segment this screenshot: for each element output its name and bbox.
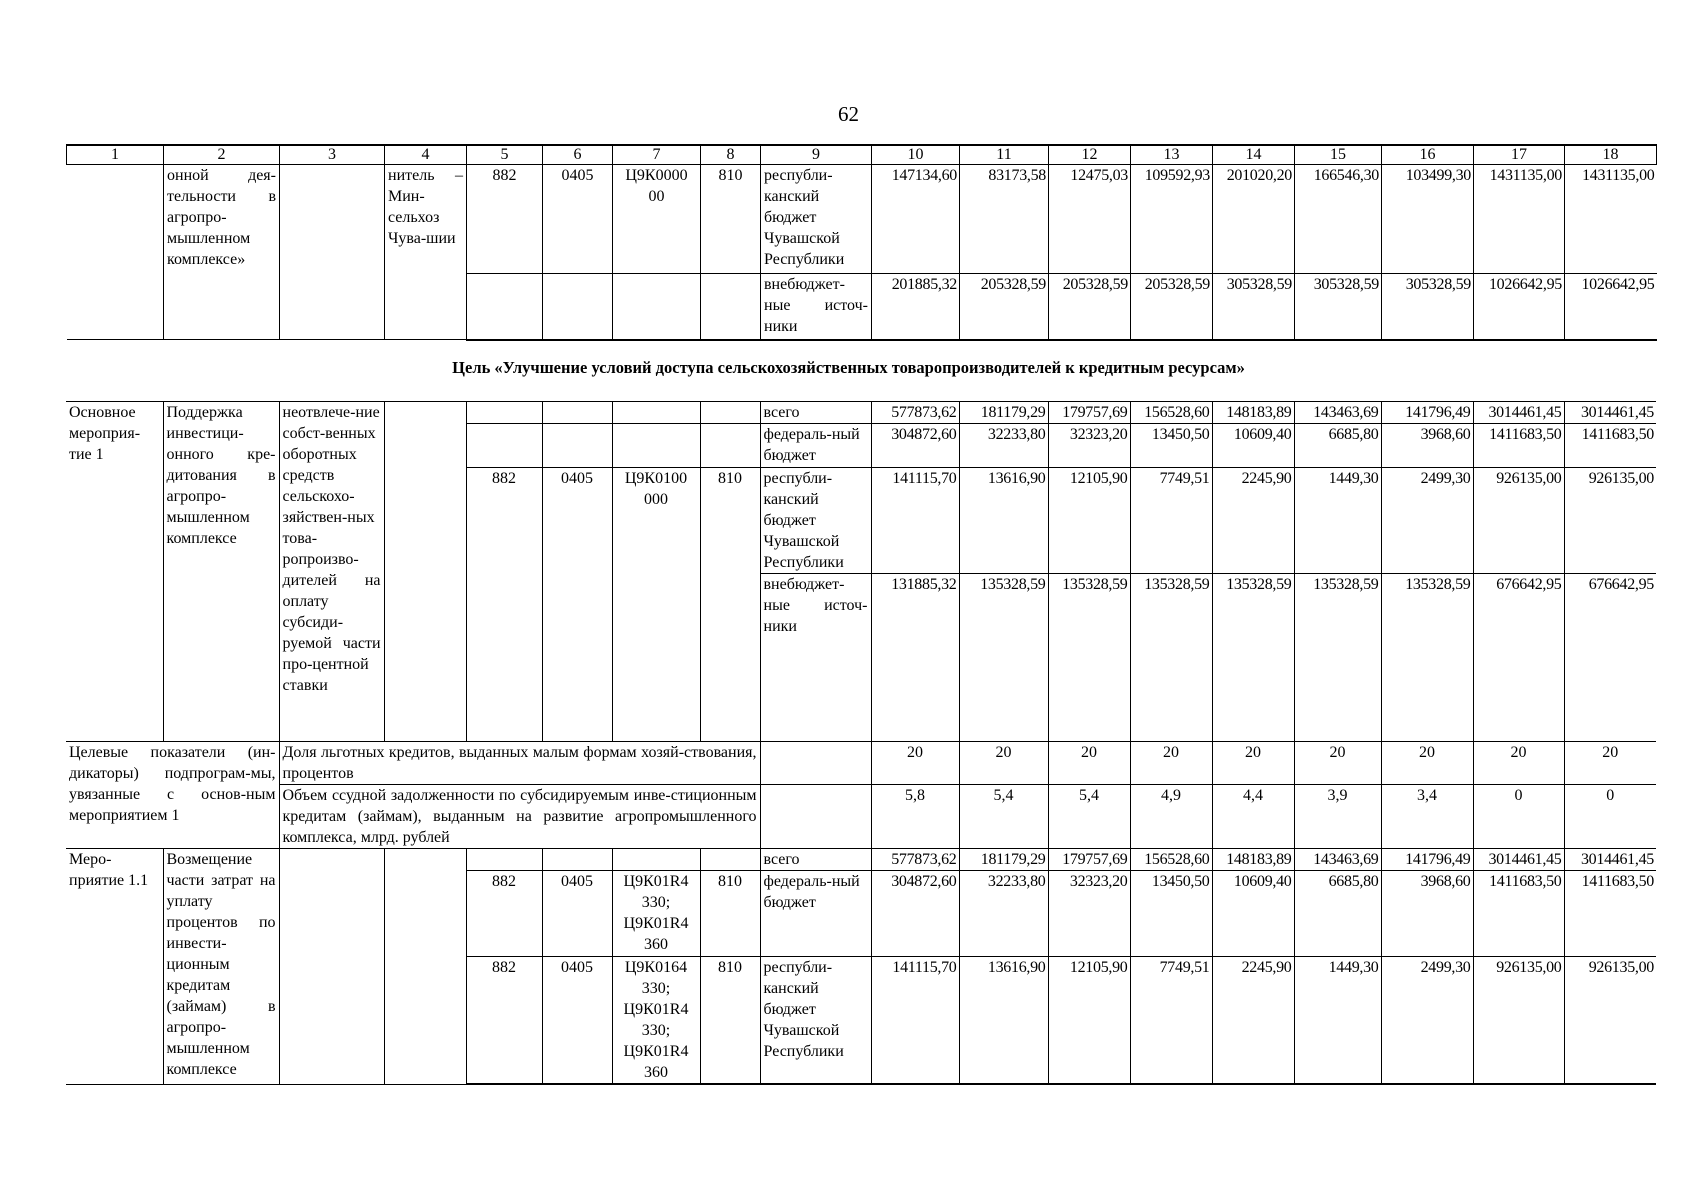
rz-cell: 0405 bbox=[542, 468, 612, 742]
budget-table-main bbox=[66, 401, 1656, 1085]
value-cell: 3968,60 bbox=[1381, 871, 1473, 957]
value-cell: 135328,59 bbox=[959, 574, 1048, 742]
column-number: 18 bbox=[1565, 145, 1657, 165]
value-cell: 205328,59 bbox=[1049, 274, 1131, 340]
value-cell: 13450,50 bbox=[1130, 871, 1212, 957]
column-number: 12 bbox=[1049, 145, 1131, 165]
table-row bbox=[66, 402, 1656, 424]
value-cell: 3014461,45 bbox=[1564, 849, 1656, 871]
event-name-cell: онной дея-тельности в агропро-мышленном комплексе» bbox=[164, 165, 280, 340]
grbs-cell: 882 bbox=[466, 468, 542, 742]
grbs-cell bbox=[466, 849, 542, 871]
indicator-value-cell: 3,9 bbox=[1294, 785, 1381, 849]
budget-table-continuation bbox=[66, 144, 1657, 341]
csr-cell: Ц9К0164 330; Ц9К01R4 330; Ц9К01R4 360 bbox=[612, 957, 700, 1085]
value-cell: 6685,80 bbox=[1294, 424, 1381, 468]
value-cell: 3014461,45 bbox=[1473, 402, 1564, 424]
value-cell: 676642,95 bbox=[1564, 574, 1656, 742]
rz-cell: 0405 bbox=[542, 957, 612, 1085]
rz-cell bbox=[542, 424, 612, 468]
executor-cell bbox=[384, 849, 466, 1085]
indicator-value-cell: 5,8 bbox=[871, 785, 959, 849]
column-number-row bbox=[67, 145, 1657, 165]
table-row bbox=[66, 849, 1656, 871]
status-cell: Основное мероприя-тие 1 bbox=[66, 402, 163, 742]
csr-cell: Ц9К0100 000 bbox=[612, 468, 700, 742]
value-cell: 156528,60 bbox=[1130, 849, 1212, 871]
value-cell: 577873,62 bbox=[871, 402, 959, 424]
indicator-value-cell: 5,4 bbox=[959, 785, 1048, 849]
source-cell bbox=[760, 785, 871, 849]
vr-cell: 810 bbox=[700, 468, 760, 742]
status-cell: Меро-приятие 1.1 bbox=[66, 849, 163, 1085]
value-cell: 1449,30 bbox=[1294, 957, 1381, 1085]
source-cell: всего bbox=[760, 849, 871, 871]
vr-cell: 810 bbox=[701, 165, 761, 274]
value-cell: 1026642,95 bbox=[1474, 274, 1565, 340]
grbs-cell bbox=[467, 274, 543, 340]
value-cell: 926135,00 bbox=[1473, 468, 1564, 574]
column-number: 5 bbox=[467, 145, 543, 165]
value-cell: 135328,59 bbox=[1381, 574, 1473, 742]
csr-cell: Ц9К01R4 330; Ц9К01R4 360 bbox=[612, 871, 700, 957]
vr-cell bbox=[700, 849, 760, 871]
source-cell: федераль-ный бюджет bbox=[760, 424, 871, 468]
value-cell: 141115,70 bbox=[871, 468, 959, 574]
indicator-row bbox=[66, 742, 1656, 785]
value-cell: 13616,90 bbox=[959, 468, 1048, 574]
value-cell: 304872,60 bbox=[871, 424, 959, 468]
value-cell: 1411683,50 bbox=[1473, 871, 1564, 957]
value-cell: 32233,80 bbox=[959, 871, 1048, 957]
source-cell: республи-канский бюджет Чувашской Республики bbox=[760, 957, 871, 1085]
value-cell: 7749,51 bbox=[1130, 957, 1212, 1085]
value-cell: 201885,32 bbox=[872, 274, 960, 340]
source-cell: республи-канский бюджет Чувашской Республики bbox=[761, 165, 872, 274]
column-number: 6 bbox=[543, 145, 613, 165]
csr-cell bbox=[612, 402, 700, 424]
indicator-value-cell: 20 bbox=[1212, 742, 1294, 785]
value-cell: 143463,69 bbox=[1294, 849, 1381, 871]
value-cell: 3014461,45 bbox=[1473, 849, 1564, 871]
value-cell: 10609,40 bbox=[1212, 424, 1294, 468]
value-cell: 926135,00 bbox=[1473, 957, 1564, 1085]
vr-cell bbox=[700, 424, 760, 468]
column-number: 13 bbox=[1131, 145, 1213, 165]
source-cell: федераль-ный бюджет bbox=[760, 871, 871, 957]
table-row bbox=[67, 165, 1657, 274]
value-cell: 205328,59 bbox=[1131, 274, 1213, 340]
value-cell: 1411683,50 bbox=[1564, 424, 1656, 468]
goal-cell bbox=[280, 165, 385, 340]
value-cell: 1431135,00 bbox=[1474, 165, 1565, 274]
column-number: 3 bbox=[280, 145, 385, 165]
indicator-value-cell: 20 bbox=[871, 742, 959, 785]
value-cell: 166546,30 bbox=[1295, 165, 1382, 274]
value-cell: 12475,03 bbox=[1049, 165, 1131, 274]
vr-cell bbox=[700, 402, 760, 424]
grbs-cell: 882 bbox=[467, 165, 543, 274]
rz-cell: 0405 bbox=[542, 871, 612, 957]
value-cell: 2245,90 bbox=[1212, 468, 1294, 574]
goal-cell: неотвлече-ние собст-венных оборотных средств сельскохо-зяйствен-ных това-ропроизво-дителей на оплату субсиди-руемой части про-центной ставки bbox=[279, 402, 384, 742]
value-cell: 135328,59 bbox=[1048, 574, 1130, 742]
value-cell: 32323,20 bbox=[1048, 424, 1130, 468]
csr-cell bbox=[613, 274, 701, 340]
value-cell: 304872,60 bbox=[871, 871, 959, 957]
indicator-value-cell: 20 bbox=[1564, 742, 1656, 785]
value-cell: 305328,59 bbox=[1213, 274, 1295, 340]
column-number: 2 bbox=[164, 145, 280, 165]
value-cell: 179757,69 bbox=[1048, 849, 1130, 871]
value-cell: 6685,80 bbox=[1294, 871, 1381, 957]
column-number: 8 bbox=[701, 145, 761, 165]
source-cell: внебюджет-ные источ-ники bbox=[760, 574, 871, 742]
value-cell: 179757,69 bbox=[1048, 402, 1130, 424]
grbs-cell bbox=[466, 424, 542, 468]
grbs-cell: 882 bbox=[466, 957, 542, 1085]
column-number: 17 bbox=[1474, 145, 1565, 165]
event-name-cell: Возмещение части затрат на уплату процентов по инвести-ционным кредитам (займам) в агропро-мышленном комплексе bbox=[163, 849, 279, 1085]
column-number: 16 bbox=[1382, 145, 1474, 165]
value-cell: 181179,29 bbox=[959, 849, 1048, 871]
value-cell: 676642,95 bbox=[1473, 574, 1564, 742]
executor-cell: нитель – Мин-сельхоз Чува-шии bbox=[385, 165, 467, 340]
value-cell: 143463,69 bbox=[1294, 402, 1381, 424]
indicator-value-cell: 20 bbox=[1473, 742, 1564, 785]
indicator-value-cell: 3,4 bbox=[1381, 785, 1473, 849]
value-cell: 13616,90 bbox=[959, 957, 1048, 1085]
value-cell: 1026642,95 bbox=[1565, 274, 1657, 340]
value-cell: 2245,90 bbox=[1212, 957, 1294, 1085]
goal-heading: Цель «Улучшение условий доступа сельскохозяйственных товаропроизводителей к кредитным ресурсам» bbox=[452, 358, 1245, 377]
rz-cell bbox=[542, 402, 612, 424]
indicator-value-cell: 20 bbox=[959, 742, 1048, 785]
rz-cell bbox=[543, 274, 613, 340]
value-cell: 1411683,50 bbox=[1564, 871, 1656, 957]
value-cell: 83173,58 bbox=[960, 165, 1049, 274]
value-cell: 156528,60 bbox=[1130, 402, 1212, 424]
column-number: 14 bbox=[1213, 145, 1295, 165]
csr-cell: Ц9К0000 00 bbox=[613, 165, 701, 274]
value-cell: 205328,59 bbox=[960, 274, 1049, 340]
value-cell: 148183,89 bbox=[1212, 849, 1294, 871]
value-cell: 13450,50 bbox=[1130, 424, 1212, 468]
indicator-value-cell: 4,9 bbox=[1130, 785, 1212, 849]
grbs-cell: 882 bbox=[466, 871, 542, 957]
column-number: 1 bbox=[67, 145, 164, 165]
column-number: 11 bbox=[960, 145, 1049, 165]
column-number: 4 bbox=[385, 145, 467, 165]
value-cell: 135328,59 bbox=[1212, 574, 1294, 742]
value-cell: 305328,59 bbox=[1295, 274, 1382, 340]
rz-cell bbox=[542, 849, 612, 871]
column-number: 15 bbox=[1295, 145, 1382, 165]
source-cell: внебюджет-ные источ-ники bbox=[761, 274, 872, 340]
value-cell: 2499,30 bbox=[1381, 468, 1473, 574]
csr-cell bbox=[612, 849, 700, 871]
value-cell: 135328,59 bbox=[1294, 574, 1381, 742]
value-cell: 926135,00 bbox=[1564, 957, 1656, 1085]
value-cell: 7749,51 bbox=[1130, 468, 1212, 574]
indicator-value-cell: 20 bbox=[1294, 742, 1381, 785]
csr-cell bbox=[612, 424, 700, 468]
grbs-cell bbox=[466, 402, 542, 424]
indicator-value-cell: 4,4 bbox=[1212, 785, 1294, 849]
value-cell: 2499,30 bbox=[1381, 957, 1473, 1085]
value-cell: 32323,20 bbox=[1048, 871, 1130, 957]
column-number: 10 bbox=[872, 145, 960, 165]
value-cell: 32233,80 bbox=[959, 424, 1048, 468]
indicator-value-cell: 0 bbox=[1473, 785, 1564, 849]
value-cell: 141115,70 bbox=[871, 957, 959, 1085]
value-cell: 141796,49 bbox=[1381, 402, 1473, 424]
value-cell: 12105,90 bbox=[1048, 957, 1130, 1085]
source-cell: республи-канский бюджет Чувашской Республики bbox=[760, 468, 871, 574]
value-cell: 103499,30 bbox=[1382, 165, 1474, 274]
indicator-value-cell: 0 bbox=[1564, 785, 1656, 849]
indicator-value-cell: 20 bbox=[1130, 742, 1212, 785]
value-cell: 305328,59 bbox=[1382, 274, 1474, 340]
event-name-cell: Поддержка инвестици-онного кре-дитования в агропро-мышленном комплексе bbox=[163, 402, 279, 742]
value-cell: 141796,49 bbox=[1381, 849, 1473, 871]
indicator-text-cell: Доля льготных кредитов, выданных малым формам хозяй-ствования, процентов bbox=[279, 742, 760, 785]
value-cell: 135328,59 bbox=[1130, 574, 1212, 742]
vr-cell bbox=[701, 274, 761, 340]
source-cell bbox=[760, 742, 871, 785]
value-cell: 1449,30 bbox=[1294, 468, 1381, 574]
executor-cell bbox=[384, 402, 466, 742]
value-cell: 3014461,45 bbox=[1564, 402, 1656, 424]
source-cell: всего bbox=[760, 402, 871, 424]
indicator-row bbox=[66, 785, 1656, 849]
value-cell: 12105,90 bbox=[1048, 468, 1130, 574]
value-cell: 1411683,50 bbox=[1473, 424, 1564, 468]
value-cell: 181179,29 bbox=[959, 402, 1048, 424]
value-cell: 577873,62 bbox=[871, 849, 959, 871]
value-cell: 1431135,00 bbox=[1565, 165, 1657, 274]
value-cell: 10609,40 bbox=[1212, 871, 1294, 957]
rz-cell: 0405 bbox=[543, 165, 613, 274]
indicator-value-cell: 20 bbox=[1381, 742, 1473, 785]
page-number: 62 bbox=[838, 102, 859, 126]
vr-cell: 810 bbox=[700, 957, 760, 1085]
value-cell: 926135,00 bbox=[1564, 468, 1656, 574]
indicator-value-cell: 20 bbox=[1048, 742, 1130, 785]
value-cell: 147134,60 bbox=[872, 165, 960, 274]
vr-cell: 810 bbox=[700, 871, 760, 957]
status-cell bbox=[67, 165, 164, 340]
value-cell: 3968,60 bbox=[1381, 424, 1473, 468]
goal-cell bbox=[279, 849, 384, 1085]
value-cell: 148183,89 bbox=[1212, 402, 1294, 424]
value-cell: 201020,20 bbox=[1213, 165, 1295, 274]
column-number: 7 bbox=[613, 145, 701, 165]
indicator-value-cell: 5,4 bbox=[1048, 785, 1130, 849]
column-number: 9 bbox=[761, 145, 872, 165]
indicator-text-cell: Объем ссудной задолженности по субсидируемым инве-стиционным кредитам (займам), выданным на развитие агропромышленного комплекса, млрд. рублей bbox=[279, 785, 760, 849]
value-cell: 131885,32 bbox=[871, 574, 959, 742]
value-cell: 109592,93 bbox=[1131, 165, 1213, 274]
indicators-label-cell: Целевые показатели (ин-дикаторы) подпрограм-мы, увязанные с основ-ным мероприятием 1 bbox=[66, 742, 279, 849]
